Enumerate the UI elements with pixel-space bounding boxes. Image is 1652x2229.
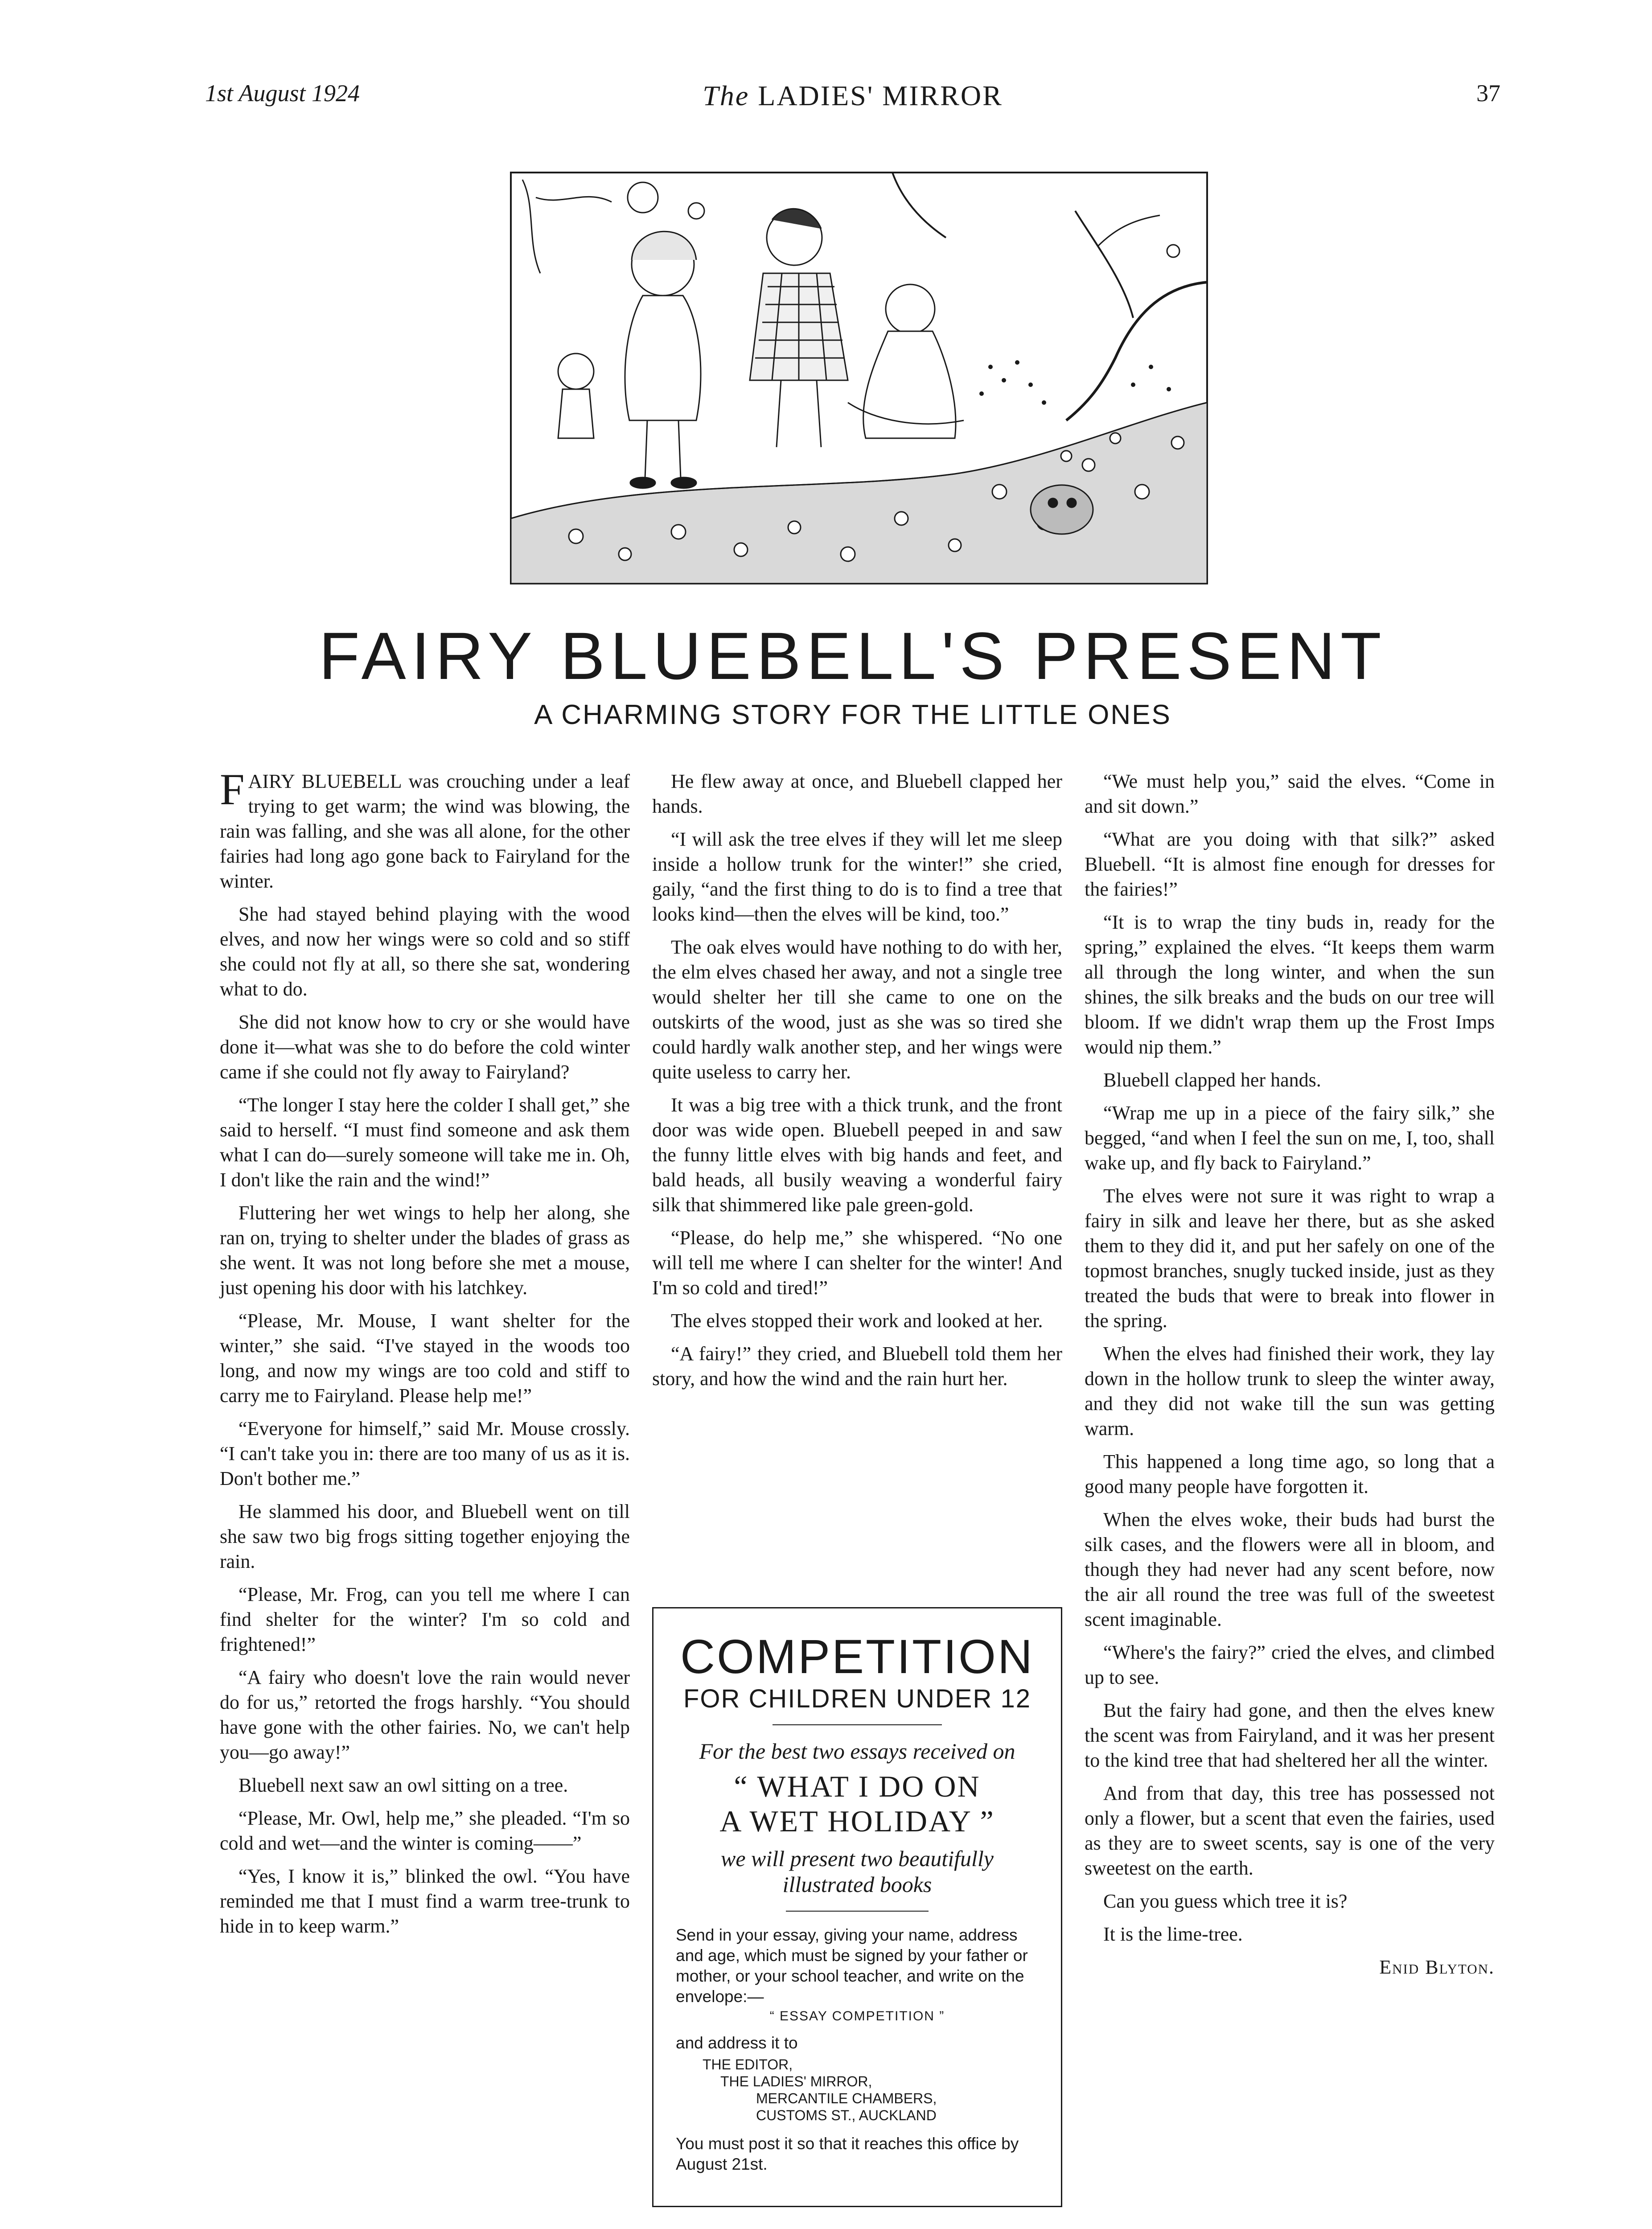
issue-date: 1st August 1924 — [205, 80, 360, 107]
paragraph: “The longer I stay here the colder I shall get,” she said to herself. “I must find someone and ask them what I can do—surely someone will take me in. Oh, I don't like the rain and the wind!” — [220, 1094, 630, 1191]
paragraph: This happened a long time ago, so long that a good many people have forgotten it. — [1085, 1451, 1495, 1497]
paragraph: The elves were not sure it was right to wrap a fairy in silk and leave her there, but as she asked them to they did it, and put her safely on one of the topmost branches, snugly tucked inside, just as they treated the buds that were to break into flower in the spring. — [1085, 1185, 1495, 1332]
address-line: MERCANTILE CHAMBERS, — [756, 2090, 937, 2106]
text-column-2 — [652, 769, 1062, 1399]
essay-topic-line: A WET HOLIDAY ” — [719, 1804, 995, 1838]
paragraph: The oak elves would have nothing to do with her, the elm elves chased her away, and not a single tree would shelter her till she came to one on the outskirts of the wood, just as she was so tired she could hardly walk another step, and her wings were quite useless to carry her. — [652, 936, 1062, 1083]
magazine-title-name: LADIES' MIRROR — [758, 80, 1003, 111]
competition-subtitle: FOR CHILDREN UNDER 12 — [683, 1684, 1031, 1713]
paragraph: “Please, Mr. Frog, can you tell me where I can find shelter for the winter? I'm so cold and frightened!” — [220, 1583, 630, 1655]
essay-topic-line: “ WHAT I DO ON — [734, 1769, 981, 1803]
running-head — [205, 79, 1500, 115]
paragraph: It was a big tree with a thick trunk, and the front door was wide open. Bluebell peeped in and saw the funny little elves with big hands and feet, and bald heads, all busily weaving a wonderful fairy silk that shimmered like pale green-gold. — [652, 1094, 1062, 1216]
paragraph: But the fairy had gone, and then the elves knew the scent was from Fairyland, and it was her present to the kind tree that had sheltered her all the winter. — [1085, 1699, 1495, 1771]
drop-cap: F — [220, 765, 245, 814]
article-subtitle: A CHARMING STORY FOR THE LITTLE ONES — [534, 699, 1171, 730]
paragraph: “Everyone for himself,” said Mr. Mouse crossly. “I can't take you in: there are too many of us as it is. Don't bother me.” — [220, 1418, 630, 1489]
competition-title: COMPETITION — [680, 1629, 1034, 1683]
page-number: 37 — [1476, 80, 1500, 107]
paragraph: He slammed his door, and Bluebell went on till she saw two big frogs sitting together enjoying the rain. — [220, 1501, 630, 1572]
paragraph: “We must help you,” said the elves. “Come in and sit down.” — [1085, 770, 1495, 817]
paragraph: “Please, Mr. Mouse, I want shelter for the winter,” she said. “I've stayed in the woods too long, and now my wings are too cold and stiff to carry me to Fairyland. Please help me!” — [220, 1310, 630, 1406]
prize-text — [676, 1846, 1039, 1897]
paragraph: Bluebell clapped her hands. — [1103, 1069, 1321, 1091]
address-line: THE LADIES' MIRROR, — [720, 2073, 872, 2089]
competition-instructions: Send in your essay, giving your name, address and age, which must be signed by your father or mother, or your school teacher, and write on the envelope:— — [676, 1926, 1028, 2006]
postal-address — [676, 2056, 1039, 2124]
competition-for-text: For the best two essays received on — [699, 1739, 1015, 1764]
paragraph: “What are you doing with that silk?” asked Bluebell. “It is almost fine enough for dresses for the fairies!” — [1085, 828, 1495, 900]
paragraph: And from that day, this tree has possessed not only a flower, but a scent that even the fairies, used as they are to sweet scents, say is one of the very sweetest on the earth. — [1085, 1782, 1495, 1879]
paragraph: It is the lime-tree. — [1103, 1923, 1243, 1945]
prize-line: illustrated books — [782, 1872, 932, 1897]
magazine-title-the: The — [703, 80, 750, 111]
paragraph: When the elves woke, their buds had burst the silk cases, and the flowers were all in bloom, and though they had never had any scent before, now the air all round the tree was full of the sweetest scent imaginable. — [1085, 1509, 1495, 1630]
competition-box — [652, 1607, 1062, 2207]
paragraph: “Wrap me up in a piece of the fairy silk,” she begged, “and when I feel the sun on me, I, too, shall wake up, and fly back to Fairyland.” — [1085, 1102, 1495, 1174]
envelope-label: “ ESSAY COMPETITION ” — [769, 2009, 945, 2023]
paragraph: Can you guess which tree it is? — [1103, 1890, 1348, 1912]
address-line: CUSTOMS ST., AUCKLAND — [756, 2107, 937, 2123]
competition-deadline: You must post it so that it reaches this office by August 21st. — [676, 2134, 1019, 2173]
address-intro: and address it to — [676, 2034, 798, 2052]
magazine-title — [205, 79, 1500, 112]
paragraph: “Yes, I know it is,” blinked the owl. “You have reminded me that I must find a warm tree-trunk to hide in to keep warm.” — [220, 1865, 630, 1937]
paragraph: “A fairy who doesn't love the rain would never do for us,” retorted the frogs harshly. “You should have gone with the other fairies. No, we can't help you—go away!” — [220, 1666, 630, 1763]
divider — [786, 1911, 929, 1912]
paragraph-text: AIRY BLUEBELL was crouching under a leaf trying to get warm; the wind was blowing, the rain was falling, and she was all alone, for the other fairies had long ago gone back to Fairyland for the winter. — [220, 770, 630, 892]
article-title: FAIRY BLUEBELL'S PRESENT — [319, 618, 1387, 693]
essay-topic — [676, 1769, 1039, 1838]
paragraph: Bluebell next saw an owl sitting on a tree. — [238, 1774, 568, 1796]
paragraph: He flew away at once, and Bluebell clapped her hands. — [652, 770, 1062, 817]
prize-line: we will present two beautifully — [721, 1846, 994, 1871]
author-byline: Enid Blyton. — [1379, 1956, 1495, 1978]
paragraph — [220, 765, 630, 894]
paragraph: The elves stopped their work and looked at her. — [671, 1310, 1043, 1332]
children-in-garden-illustration — [509, 171, 1209, 585]
paragraph: “Where's the fairy?” cried the elves, and climbed up to see. — [1085, 1641, 1495, 1688]
paragraph: Fluttering her wet wings to help her along, she ran on, trying to shelter under the blades of grass as she went. It was not long before she met a mouse, just opening his door with his latchkey. — [220, 1202, 630, 1299]
paragraph: “Please, Mr. Owl, help me,” she pleaded. “I'm so cold and wet—and the winter is coming——” — [220, 1807, 630, 1854]
paragraph: “A fairy!” they cried, and Bluebell told them her story, and how the wind and the rain hurt her. — [652, 1343, 1062, 1390]
address-line: THE EDITOR, — [703, 2056, 793, 2073]
text-column-1 — [220, 765, 630, 1947]
divider — [773, 1724, 942, 1725]
paragraph: When the elves had finished their work, they lay down in the hollow trunk to sleep the winter away, and they did not wake till the sun was getting warm. — [1085, 1343, 1495, 1439]
paragraph: She had stayed behind playing with the wood elves, and now her wings were so cold and so stiff she could not fly at all, so there she sat, wondering what to do. — [220, 903, 630, 1000]
paragraph: “It is to wrap the tiny buds in, ready for the spring,” explained the elves. “It keeps them warm all through the long winter, and when the sun shines, the silk breaks and the buds on our tree will bloom. If we didn't wrap them up the Frost Imps would nip them.” — [1085, 911, 1495, 1058]
paragraph: “I will ask the tree elves if they will let me sleep inside a hollow trunk for the winter!” she cried, gaily, “and the first thing to do is to find a tree that looks kind—then the elves will be kind, too.” — [652, 828, 1062, 925]
paragraph: She did not know how to cry or she would have done it—what was she to do before the cold winter came if she could not fly away to Fairyland? — [220, 1011, 630, 1083]
text-column-3 — [1085, 769, 1495, 1980]
paragraph: “Please, do help me,” she whispered. “No one will tell me where I can shelter for the winter! And I'm so cold and tired!” — [652, 1227, 1062, 1299]
